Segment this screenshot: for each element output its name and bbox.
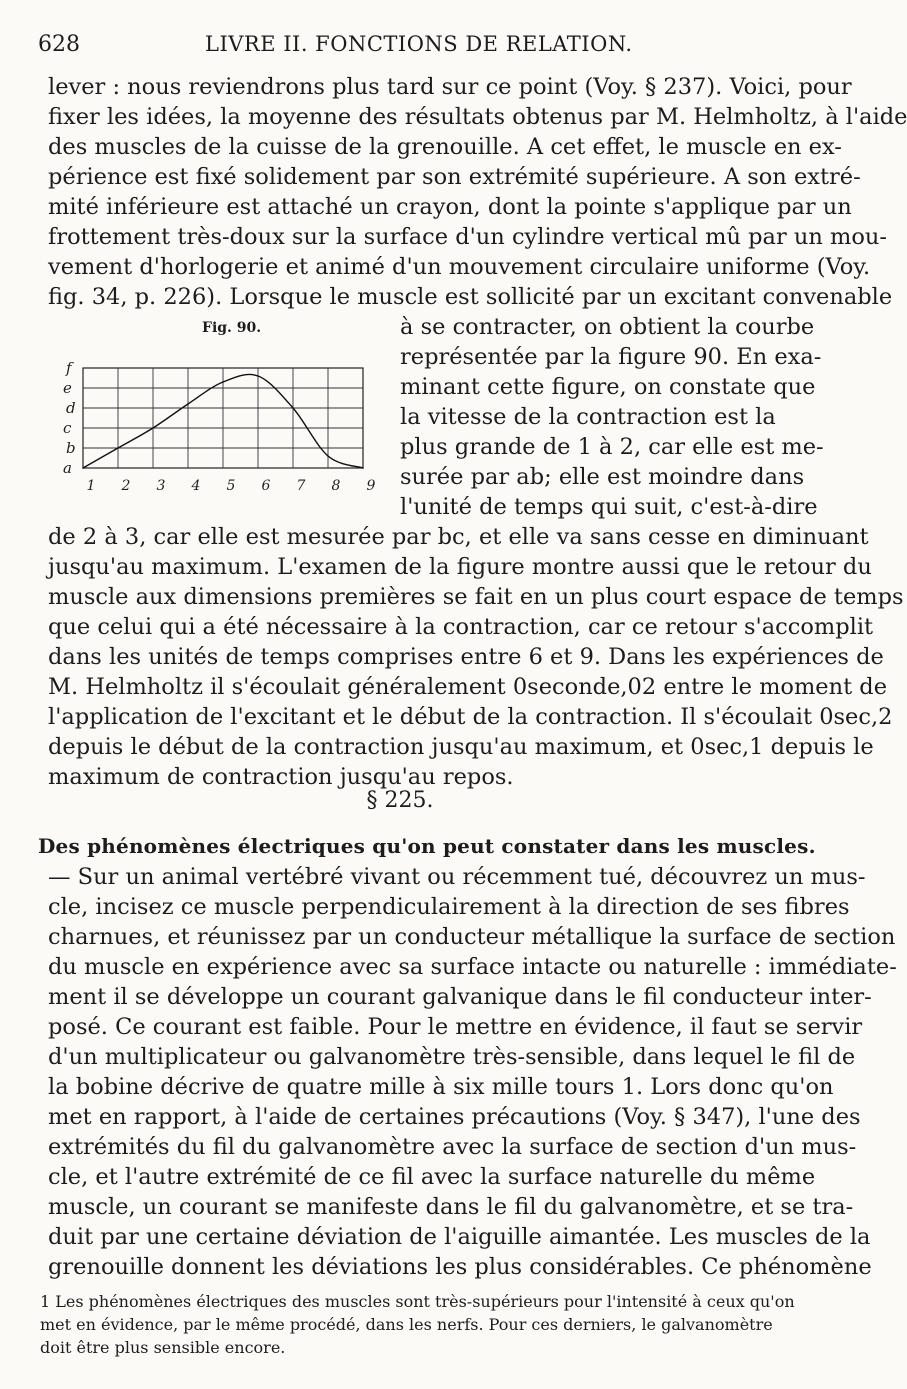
row-label: f <box>66 359 72 377</box>
body-line: périence est fixé solidement par son extrémité supérieure. A son extré- <box>48 164 861 190</box>
x-tick-label: 3 <box>156 478 166 494</box>
body-line: M. Helmholtz il s'écoulait généralement 0seconde,02 entre le moment de <box>48 674 888 700</box>
curve-point <box>257 375 259 377</box>
body-line: lever : nous reviendrons plus tard sur ce point (Voy. § 237). Voici, pour <box>48 74 852 100</box>
body-line: à se contracter, on obtient la courbe <box>400 314 815 340</box>
footnote-line: 1 Les phénomènes électriques des muscles sont très-supérieurs pour l'intensité à ceux qu'on <box>40 1292 795 1311</box>
body-line: duit par une certaine déviation de l'aiguille aimantée. Les muscles de la <box>48 1224 871 1250</box>
body-line: représentée par la figure 90. En exa- <box>400 344 822 370</box>
x-tick-label: 8 <box>331 478 341 494</box>
x-tick-label: 5 <box>226 478 236 494</box>
body-line: que celui qui a été nécessaire à la contraction, car ce retour s'accomplit <box>48 614 874 640</box>
curve-point <box>82 467 84 469</box>
x-tick-label: 9 <box>366 478 376 494</box>
row-label: b <box>66 439 76 457</box>
curve-point <box>292 407 294 409</box>
body-line: plus grande de 1 à 2, car elle est me- <box>400 434 824 460</box>
figure-90 <box>38 320 378 495</box>
body-line: d'un multiplicateur ou galvanomètre très-sensible, dans lequel le fil de <box>48 1044 856 1070</box>
x-tick-label: 7 <box>296 478 306 494</box>
body-line: maximum de contraction jusqu'au repos. <box>48 764 514 790</box>
body-line: la vitesse de la contraction est la <box>400 404 776 430</box>
body-line: charnues, et réunissez par un conducteur métallique la surface de section <box>48 924 896 950</box>
body-line: l'application de l'excitant et le début de la contraction. Il s'écoulait 0sec,2 <box>48 704 893 730</box>
body-line: surée par ab; elle est moindre dans <box>400 464 805 490</box>
body-line: fig. 34, p. 226). Lorsque le muscle est sollicité par un excitant convenable <box>48 284 893 310</box>
x-tick-label: 2 <box>121 478 131 494</box>
x-tick-label: 1 <box>86 478 96 494</box>
body-line: frottement très-doux sur la surface d'un cylindre vertical mû par un mou- <box>48 224 887 250</box>
body-line: vement d'horlogerie et animé d'un mouvement circulaire uniforme (Voy. <box>48 254 871 280</box>
body-line: cle, et l'autre extrémité de ce fil avec la surface naturelle du même <box>48 1164 816 1190</box>
row-label: c <box>63 419 72 437</box>
body-line: — Sur un animal vertébré vivant ou récemment tué, découvrez un mus- <box>48 864 866 890</box>
body-line: du muscle en expérience avec sa surface intacte ou naturelle : immédiate- <box>48 954 897 980</box>
running-head: LIVRE II. FONCTIONS DE RELATION. <box>205 32 633 56</box>
x-tick-label: 6 <box>261 478 271 494</box>
footnote-line: met en évidence, par le même procédé, dans les nerfs. Pour ces derniers, le galvanomètre <box>40 1315 773 1334</box>
footnote-line: doit être plus sensible encore. <box>40 1338 286 1357</box>
contraction-curve-chart <box>38 320 378 495</box>
page-number: 628 <box>38 32 80 57</box>
section-number: § 225. <box>366 788 434 813</box>
body-line: des muscles de la cuisse de la grenouille. A cet effet, le muscle en ex- <box>48 134 842 160</box>
body-line: minant cette figure, on constate que <box>400 374 816 400</box>
row-label: e <box>63 379 72 397</box>
section-title: Des phénomènes électriques qu'on peut constater dans les muscles. <box>38 834 816 858</box>
curve-point <box>152 427 154 429</box>
body-line: cle, incisez ce muscle perpendiculairement à la direction de ses fibres <box>48 894 850 920</box>
body-line: grenouille donnent les déviations les plus considérables. Ce phénomène <box>48 1254 872 1280</box>
row-label: d <box>66 399 76 417</box>
body-line: muscle aux dimensions premières se fait en un plus court espace de temps <box>48 584 904 610</box>
body-line: depuis le début de la contraction jusqu'au maximum, et 0sec,1 depuis le <box>48 734 874 760</box>
row-label: a <box>63 459 72 477</box>
page-header <box>0 32 800 62</box>
curve-point <box>222 381 224 383</box>
curve-point <box>187 403 189 405</box>
curve-point <box>362 467 364 469</box>
x-tick-label: 4 <box>191 478 201 494</box>
body-line: l'unité de temps qui suit, c'est-à-dire <box>400 494 818 520</box>
body-line: posé. Ce courant est faible. Pour le mettre en évidence, il faut se servir <box>48 1014 863 1040</box>
body-line: ment il se développe un courant galvanique dans le fil conducteur inter- <box>48 984 872 1010</box>
curve-point <box>117 447 119 449</box>
body-line: fixer les idées, la moyenne des résultats obtenus par M. Helmholtz, à l'aide <box>48 104 907 130</box>
body-line: la bobine décrive de quatre mille à six mille tours 1. Lors donc qu'on <box>48 1074 834 1100</box>
body-line: jusqu'au maximum. L'examen de la figure montre aussi que le retour du <box>48 554 872 580</box>
body-line: mité inférieure est attaché un crayon, dont la pointe s'applique par un <box>48 194 852 220</box>
body-line: dans les unités de temps comprises entre 6 et 9. Dans les expériences de <box>48 644 884 670</box>
curve-point <box>327 455 329 457</box>
body-line: extrémités du fil du galvanomètre avec la surface de section d'un mus- <box>48 1134 857 1160</box>
body-line: de 2 à 3, car elle est mesurée par bc, et elle va sans cesse en diminuant <box>48 524 869 550</box>
figure-caption: Fig. 90. <box>202 320 262 336</box>
body-line: met en rapport, à l'aide de certaines précautions (Voy. § 347), l'une des <box>48 1104 861 1130</box>
body-line: muscle, un courant se manifeste dans le fil du galvanomètre, et se tra- <box>48 1194 854 1220</box>
